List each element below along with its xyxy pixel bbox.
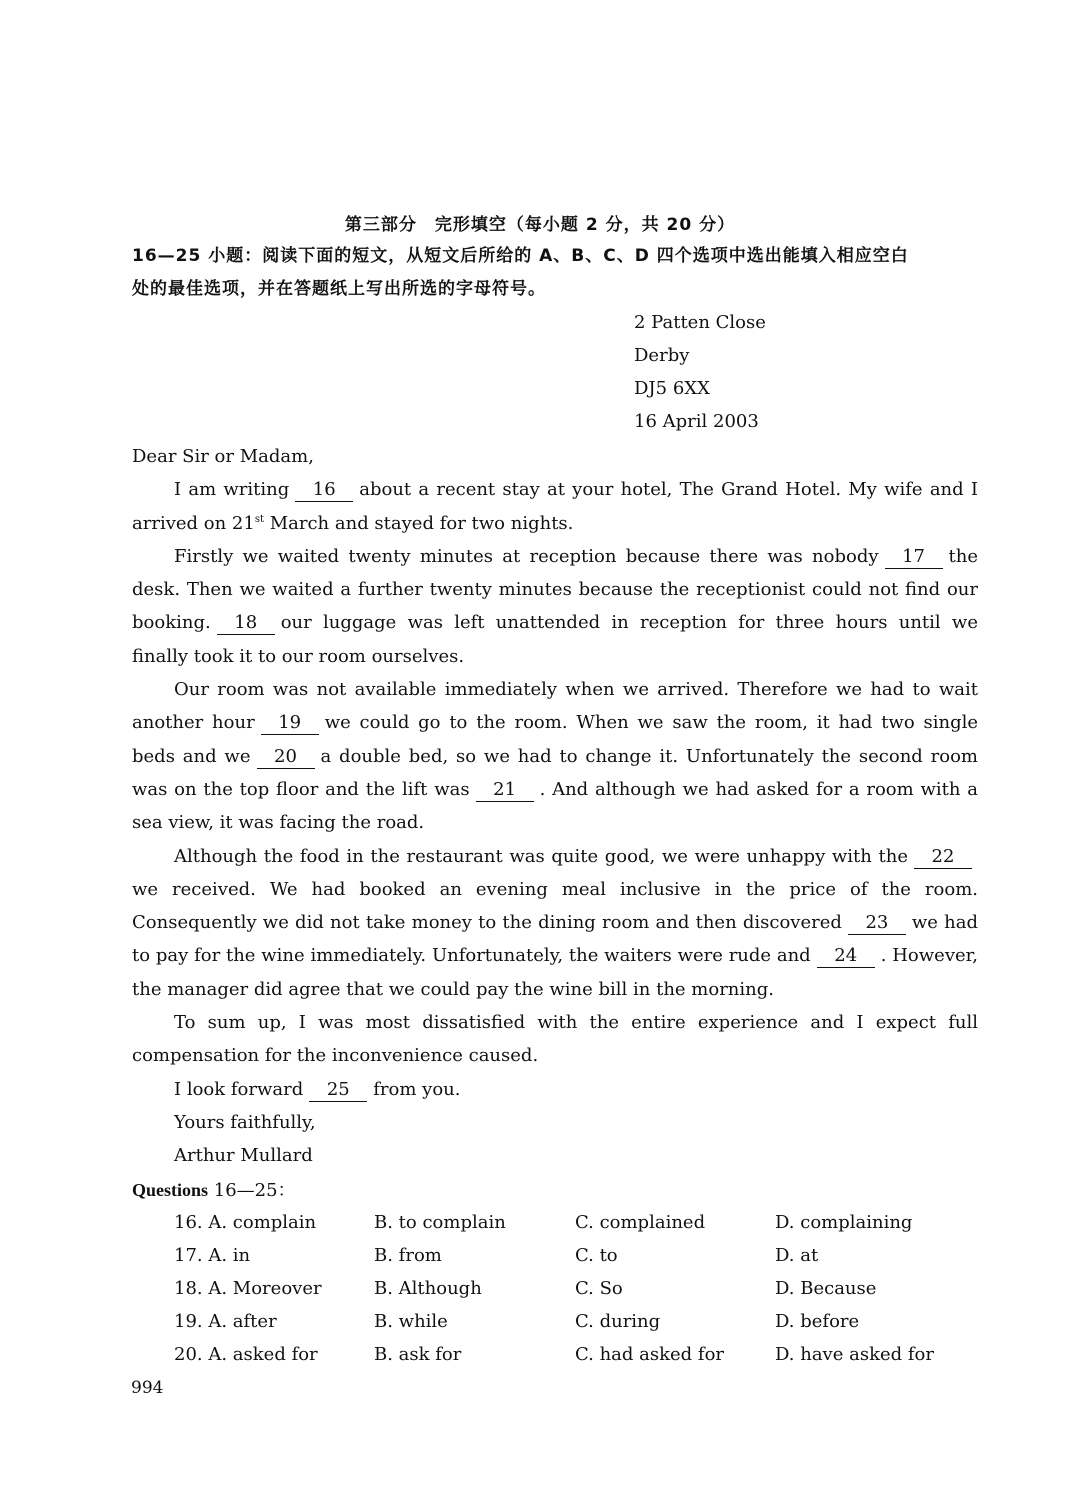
blank-24: 24 <box>817 945 875 968</box>
option-20-a: 20. A. asked for <box>174 1344 318 1365</box>
option-16-b: B. to complain <box>374 1212 506 1233</box>
section-title: 第三部分 完形填空（每小题 2 分，共 20 分） <box>344 215 736 235</box>
signature: Arthur Mullard <box>174 1145 313 1167</box>
option-17-d: D. at <box>775 1245 819 1266</box>
option-19-c: C. during <box>575 1311 661 1332</box>
blank-19: 19 <box>261 712 319 735</box>
instructions <box>132 240 978 306</box>
option-16-a: 16. A. complain <box>174 1212 317 1233</box>
option-20-c: C. had asked for <box>575 1344 725 1365</box>
question-row-20 <box>174 1338 974 1371</box>
question-row-16 <box>174 1206 974 1239</box>
page-number: 994 <box>131 1378 164 1398</box>
address-postcode: DJ5 6XX <box>634 378 710 399</box>
option-19-b: B. while <box>374 1311 448 1332</box>
question-row-17 <box>174 1239 974 1272</box>
option-19-d: D. before <box>775 1311 860 1332</box>
letter-body <box>132 440 978 1173</box>
option-18-c: C. So <box>575 1278 623 1299</box>
option-17-c: C. to <box>575 1245 618 1266</box>
option-18-b: B. Although <box>374 1278 482 1299</box>
address-city: Derby <box>634 345 690 366</box>
paragraph-6: I look forward 25 from you. <box>174 1078 461 1100</box>
blank-23: 23 <box>848 912 906 935</box>
paragraph-2: Firstly we waited twenty minutes at reception because there was nobody 17 the desk. Then we waited a further twenty minutes because the receptionist could not find our booking. 18 our luggage was left unattended in reception for three hours until we finally took it to our room ourselves. <box>132 545 978 667</box>
salutation: Dear Sir or Madam, <box>132 446 314 467</box>
blank-16: 16 <box>295 479 353 502</box>
instructions-line-2: 处的最佳选项，并在答题纸上写出所选的字母符号。 <box>132 279 546 299</box>
letter-date: 16 April 2003 <box>634 411 759 432</box>
option-18-a: 18. A. Moreover <box>174 1278 322 1299</box>
closing: Yours faithfully, <box>174 1111 316 1133</box>
sender-address <box>634 306 766 438</box>
blank-21: 21 <box>476 779 534 802</box>
blank-17: 17 <box>885 546 943 569</box>
options-table <box>174 1206 974 1371</box>
paragraph-1: I am writing 16 about a recent stay at your hotel, The Grand Hotel. My wife and I arrived on 21st March and stayed for two nights. <box>132 479 978 534</box>
question-row-18 <box>174 1272 974 1305</box>
option-16-c: C. complained <box>575 1212 706 1233</box>
option-16-d: D. complaining <box>775 1212 913 1233</box>
blank-20: 20 <box>257 746 315 769</box>
address-street: 2 Patten Close <box>634 312 766 333</box>
option-20-b: B. ask for <box>374 1344 462 1365</box>
blank-18: 18 <box>217 612 275 635</box>
option-19-a: 19. A. after <box>174 1311 277 1332</box>
question-row-19 <box>174 1305 974 1338</box>
paragraph-3: Our room was not available immediately when we arrived. Therefore we had to wait another hour 19 we could go to the room. When we saw the room, it had two single beds and we 20 a double bed, so we had to change it. Unfortunately the second room was on the top floor and the lift was 21 . And although we had asked for a room with a sea view, it was facing the road. <box>132 679 979 834</box>
option-18-d: D. Because <box>775 1278 877 1299</box>
instructions-line-1: 16—25 小题：阅读下面的短文，从短文后所给的 A、B、C、D 四个选项中选出能填入相应空白 <box>132 246 909 266</box>
blank-25: 25 <box>309 1079 367 1102</box>
option-17-b: B. from <box>374 1245 442 1266</box>
paragraph-5: To sum up, I was most dissatisfied with the entire experience and I expect full compensation for the inconvenience caused. <box>132 1012 978 1067</box>
option-20-d: D. have asked for <box>775 1344 934 1365</box>
paragraph-4: Although the food in the restaurant was quite good, we were unhappy with the 22we received. We had booked an evening meal inclusive in the price of the room. Consequently we did not take money to the dining room and then discovered 23 we had to pay for the wine immediately. Unfortunately, the waiters were rude and 24 . However, the manager did agree that we could pay the wine bill in the morning. <box>132 845 978 1000</box>
option-17-a: 17. A. in <box>174 1245 251 1266</box>
questions-heading: Questions 16—25： <box>132 1180 296 1201</box>
blank-22: 22 <box>914 846 972 869</box>
